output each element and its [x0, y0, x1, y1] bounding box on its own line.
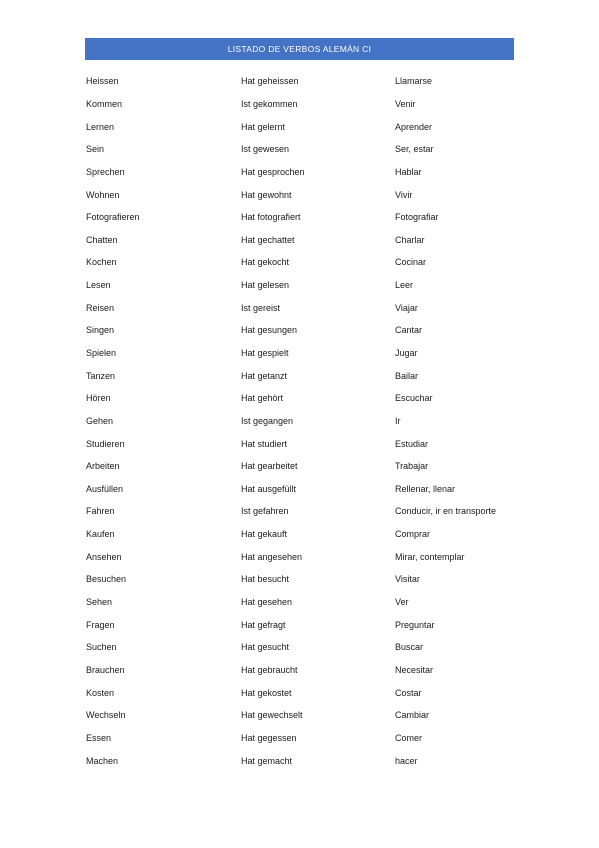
verb-row — [86, 228, 526, 251]
translation-cell: Jugar — [395, 348, 418, 358]
perfect-cell: Hat gesungen — [241, 325, 298, 336]
verb-row — [86, 410, 526, 433]
translation-cell: Llamarse — [395, 76, 433, 87]
verb-row — [86, 613, 526, 636]
verb-row — [86, 296, 526, 319]
perfect-cell: Hat gesprochen — [241, 166, 305, 177]
perfect-cell: Hat gebraucht — [241, 664, 298, 675]
verb-row — [86, 387, 526, 410]
translation-cell: Viajar — [395, 302, 418, 313]
infinitive-cell: Ausfüllen — [86, 483, 124, 494]
infinitive-cell: Arbeiten — [86, 461, 120, 472]
perfect-cell: Hat gegessen — [241, 732, 297, 743]
translation-cell: Bailar — [395, 370, 419, 381]
perfect-cell: Hat gesehen — [241, 597, 293, 608]
verb-row — [86, 523, 526, 546]
infinitive-cell: Chatten — [86, 234, 118, 245]
infinitive-cell: Tanzen — [86, 370, 116, 381]
verb-row — [86, 183, 526, 206]
translation-cell: Escuchar — [395, 393, 433, 404]
translation-cell: Preguntar — [395, 619, 435, 630]
translation-cell: Vivir — [395, 189, 413, 200]
verb-row — [86, 432, 526, 455]
verb-row — [86, 161, 526, 184]
perfect-cell: Hat gekostet — [241, 687, 292, 698]
perfect-cell: Hat gewechselt — [241, 710, 303, 721]
perfect-cell: Ist gewesen — [241, 144, 290, 155]
perfect-cell: Ist gegangen — [241, 415, 294, 426]
infinitive-cell: Sein — [86, 144, 105, 155]
verb-row — [86, 364, 526, 387]
infinitive-cell: Gehen — [86, 415, 114, 426]
translation-cell: Rellenar, llenar — [395, 483, 456, 494]
infinitive-cell: Machen — [86, 755, 119, 766]
perfect-cell: Hat getanzt — [241, 370, 288, 381]
verb-row — [86, 93, 526, 116]
infinitive-cell: Kommen — [86, 98, 123, 109]
verb-row — [86, 70, 526, 93]
verb-row — [86, 591, 526, 614]
infinitive-cell: Kosten — [86, 687, 115, 698]
infinitive-cell: Singen — [86, 325, 115, 336]
infinitive-cell: Kaufen — [86, 529, 115, 540]
infinitive-cell: Studieren — [86, 438, 125, 449]
perfect-cell: Ist gefahren — [241, 506, 289, 517]
translation-cell: Venir — [395, 98, 416, 109]
perfect-cell: Hat geheissen — [241, 76, 299, 87]
translation-cell: Comer — [395, 732, 423, 743]
verb-row — [86, 727, 526, 750]
infinitive-cell: Reisen — [86, 302, 115, 313]
verb-row — [86, 659, 526, 682]
perfect-cell: Hat ausgefüllt — [241, 483, 297, 494]
verb-row — [86, 681, 526, 704]
translation-cell: Leer — [395, 280, 414, 291]
infinitive-cell: Essen — [86, 732, 112, 743]
perfect-cell: Hat angesehen — [241, 551, 303, 562]
verb-row — [86, 274, 526, 297]
verb-row — [86, 478, 526, 501]
translation-cell: Charlar — [395, 234, 425, 245]
perfect-cell: Ist gereist — [241, 302, 281, 313]
translation-cell: Ir — [395, 415, 401, 426]
translation-cell: Comprar — [395, 529, 431, 540]
translation-cell: Necesitar — [395, 664, 434, 675]
perfect-cell: Hat gehört — [241, 393, 284, 404]
verb-row — [86, 704, 526, 727]
document-title: LISTADO DE VERBOS ALEMÁN CI — [85, 38, 514, 60]
verb-row — [86, 251, 526, 274]
translation-cell: Ver — [395, 597, 409, 608]
verb-row — [86, 138, 526, 161]
translation-cell: Costar — [395, 687, 422, 698]
translation-cell: Fotografiar — [395, 212, 439, 223]
verb-row — [86, 749, 526, 772]
infinitive-cell: Besuchen — [86, 574, 127, 585]
infinitive-cell: Kochen — [86, 257, 117, 268]
verb-row — [86, 319, 526, 342]
infinitive-cell: Lernen — [86, 121, 115, 132]
perfect-cell: Hat gemacht — [241, 755, 293, 766]
infinitive-cell: Fotografieren — [86, 212, 140, 223]
perfect-cell: Hat studiert — [241, 438, 288, 449]
infinitive-cell: Fahren — [86, 506, 115, 517]
infinitive-cell: Ansehen — [86, 551, 122, 562]
translation-cell: Estudiar — [395, 438, 429, 449]
translation-cell: Trabajar — [395, 461, 429, 472]
perfect-cell: Hat gewohnt — [241, 189, 292, 200]
infinitive-cell: Sprechen — [86, 166, 125, 177]
verb-row — [86, 636, 526, 659]
verb-row — [86, 115, 526, 138]
verb-table — [86, 70, 526, 772]
perfect-cell: Hat gechattet — [241, 234, 295, 245]
translation-cell: Cocinar — [395, 257, 427, 268]
infinitive-cell: Spielen — [86, 348, 117, 358]
verb-row — [86, 545, 526, 568]
infinitive-cell: Wohnen — [86, 189, 120, 200]
infinitive-cell: Fragen — [86, 619, 115, 630]
verb-row — [86, 342, 526, 365]
infinitive-cell: Brauchen — [86, 664, 125, 675]
perfect-cell: Hat gespielt — [241, 348, 289, 358]
perfect-cell: Ist gekommen — [241, 98, 298, 109]
infinitive-cell: Suchen — [86, 642, 117, 653]
translation-cell: Cambiar — [395, 710, 430, 721]
translation-cell: Mirar, contemplar — [395, 551, 465, 562]
translation-cell: Conducir, ir en transporte — [395, 506, 497, 517]
perfect-cell: Hat gearbeitet — [241, 461, 298, 472]
infinitive-cell: Hören — [86, 393, 111, 404]
perfect-cell: Hat gekauft — [241, 529, 288, 540]
perfect-cell: Hat gekocht — [241, 257, 290, 268]
perfect-cell: Hat besucht — [241, 574, 290, 585]
translation-cell: hacer — [395, 755, 418, 766]
infinitive-cell: Wechseln — [86, 710, 126, 721]
perfect-cell: Hat gelernt — [241, 121, 286, 132]
perfect-cell: Hat gesucht — [241, 642, 290, 653]
translation-cell: Ser, estar — [395, 144, 434, 155]
translation-cell: Cantar — [395, 325, 423, 336]
perfect-cell: Hat gefragt — [241, 619, 286, 630]
verb-row — [86, 455, 526, 478]
translation-cell: Aprender — [395, 121, 433, 132]
verb-row — [86, 500, 526, 523]
infinitive-cell: Lesen — [86, 280, 111, 291]
translation-cell: Visitar — [395, 574, 420, 585]
verb-row — [86, 206, 526, 229]
translation-cell: Buscar — [395, 642, 424, 653]
perfect-cell: Hat fotografiert — [241, 212, 301, 223]
perfect-cell: Hat gelesen — [241, 280, 290, 291]
verb-row — [86, 568, 526, 591]
infinitive-cell: Sehen — [86, 597, 113, 608]
translation-cell: Hablar — [395, 166, 422, 177]
infinitive-cell: Heissen — [86, 76, 119, 87]
